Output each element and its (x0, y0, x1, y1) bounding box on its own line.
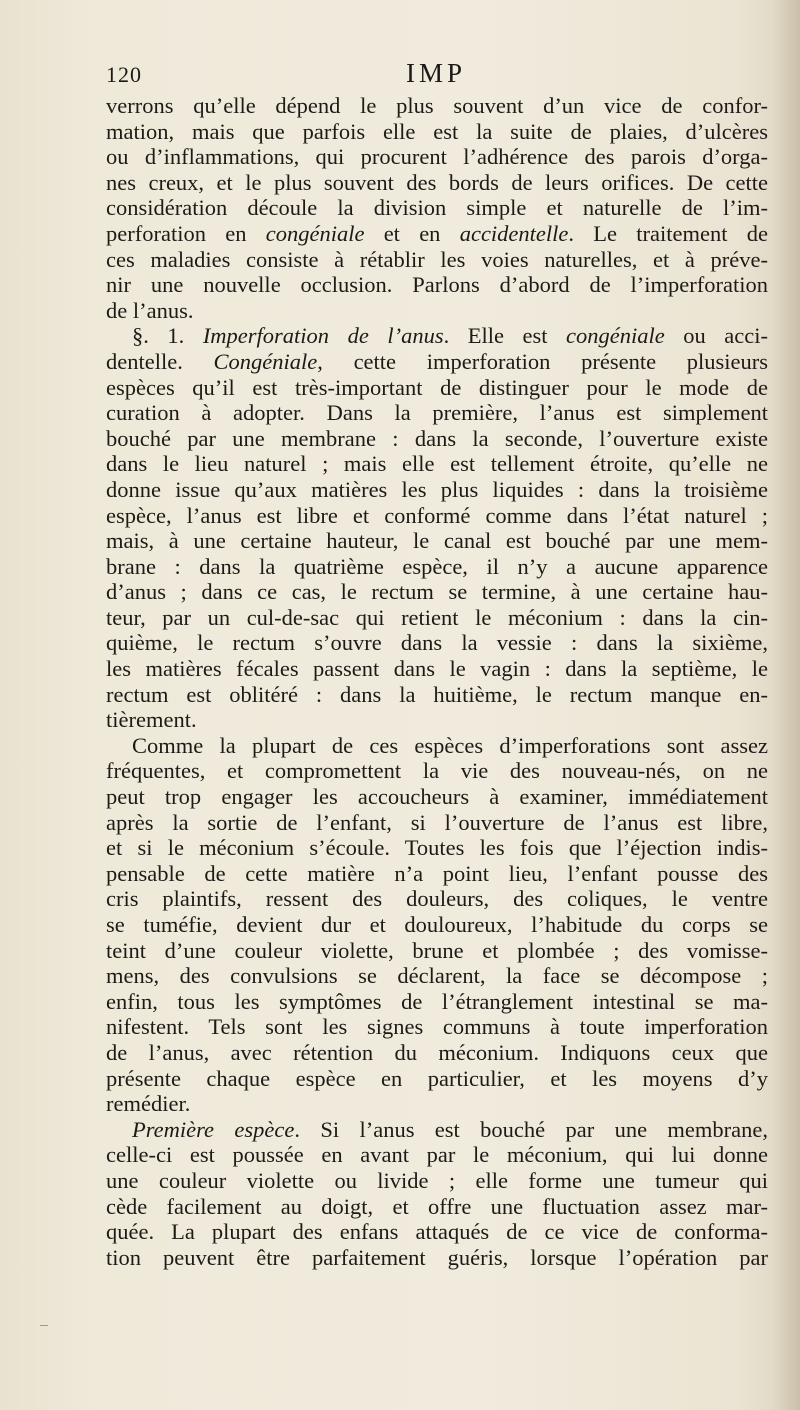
text-line: mais, à une certaine hauteur, le canal est bouché par une mem- (106, 528, 768, 554)
text-line: considération découle la division simple et naturelle de l’im- (106, 195, 768, 221)
text-line: rectum est oblitéré : dans la huitième, le rectum manque en- (106, 681, 768, 707)
text-line: une couleur violette ou livide ; elle forme une tumeur qui (106, 1167, 768, 1193)
text-line: dentelle. Congéniale, cette imperforation présente plusieurs (106, 348, 768, 374)
text-line: teint d’une couleur violette, brune et plombée ; des vomisse- (106, 937, 768, 963)
text-line: §. 1. Imperforation de l’anus. Elle est congéniale ou acci- (132, 323, 768, 349)
text-line: de l’anus. (106, 297, 194, 323)
paragraph (106, 1117, 768, 1271)
text-line: ou d’inflammations, qui procurent l’adhérence des parois d’orga- (106, 144, 768, 170)
text-line: quée. La plupart des enfans attaqués de ce vice de conforma- (106, 1219, 768, 1245)
text-line: fréquentes, et compromettent la vie des nouveau-nés, on ne (106, 758, 768, 784)
text-line: pensable de cette matière n’a point lieu, l’enfant pousse des (106, 860, 768, 886)
text-line: se tuméfie, devient dur et douloureux, l’habitude du corps se (106, 912, 768, 937)
text-line: perforation en congéniale et en accidentelle. Le traitement de (106, 220, 768, 246)
text-line: les matières fécales passent dans le vagin : dans la septième, le (106, 656, 768, 682)
text-line: curation à adopter. Dans la première, l’anus est simplement (106, 400, 768, 426)
text-line: peut trop engager les accoucheurs à examiner, immédiatement (106, 784, 768, 810)
text-line: remédier. (106, 1091, 191, 1117)
text-line: verrons qu’elle dépend le plus souvent d’un vice de confor- (106, 93, 768, 118)
text-line: cris plaintifs, ressent des douleurs, des coliques, le ventre (106, 886, 768, 912)
text-line: après la sortie de l’enfant, si l’ouverture de l’anus est libre, (106, 809, 768, 835)
text-line: nes creux, et le plus souvent des bords de leurs orifices. De cette (106, 169, 768, 195)
text-line: enfin, tous les symptômes de l’étranglement intestinal se ma- (106, 988, 768, 1014)
text-line: nifestent. Tels sont les signes communs à toute imperforation (106, 1014, 768, 1040)
text-line: ces maladies consiste à rétablir les voies naturelles, et à préve- (106, 246, 768, 272)
text-line: mation, mais que parfois elle est la suite de plaies, d’ulcères (106, 118, 768, 144)
text-line: et si le méconium s’écoule. Toutes les fois que l’éjection indis- (106, 835, 768, 861)
paragraph (106, 733, 768, 1117)
text-line: donne issue qu’aux matières les plus liquides : dans la troisième (106, 476, 768, 502)
margin-tick (40, 1325, 48, 1326)
text-line: quième, le rectum s’ouvre dans la vessie : dans la sixième, (106, 630, 768, 656)
page-spine-shadow (772, 0, 800, 1410)
body-text (106, 93, 768, 1270)
text-line: de l’anus, avec rétention du méconium. Indiquons ceux que (106, 1039, 768, 1065)
text-line: nir une nouvelle occlusion. Parlons d’abord de l’imperforation (106, 272, 768, 298)
page-number: 120 (106, 62, 142, 87)
paragraph (106, 323, 768, 733)
text-line: d’anus ; dans ce cas, le rectum se termine, à une certaine hau- (106, 579, 768, 605)
text-line: teur, par un cul-de-sac qui retient le méconium : dans la cin- (106, 604, 768, 630)
text-line: celle-ci est poussée en avant par le méconium, qui lui donne (106, 1142, 768, 1168)
text-line: Comme la plupart de ces espèces d’imperforations sont assez (132, 732, 768, 758)
text-line: brane : dans la quatrième espèce, il n’y a aucune apparence (106, 553, 768, 579)
text-line: tièrement. (106, 707, 197, 733)
text-line: espèce, l’anus est libre et conformé comme dans l’état naturel ; (106, 502, 768, 528)
text-line: dans le lieu naturel ; mais elle est tellement étroite, qu’elle ne (106, 451, 768, 477)
text-line: espèces qu’il est très-important de distinguer pour le mode de (106, 374, 768, 400)
text-line: Première espèce. Si l’anus est bouché par une membrane, (132, 1116, 768, 1142)
text-line: cède facilement au doigt, et offre une fluctuation assez mar- (106, 1193, 768, 1219)
text-line: tion peuvent être parfaitement guéris, lorsque l’opération par (106, 1244, 768, 1270)
page-header (106, 56, 766, 96)
text-line: mens, des convulsions se déclarent, la face se décompose ; (106, 963, 768, 989)
text-line: bouché par une membrane : dans la seconde, l’ouverture existe (106, 425, 768, 451)
text-line: présente chaque espèce en particulier, et les moyens d’y (106, 1065, 768, 1091)
paragraph (106, 93, 768, 323)
running-head: IMP (406, 58, 467, 88)
